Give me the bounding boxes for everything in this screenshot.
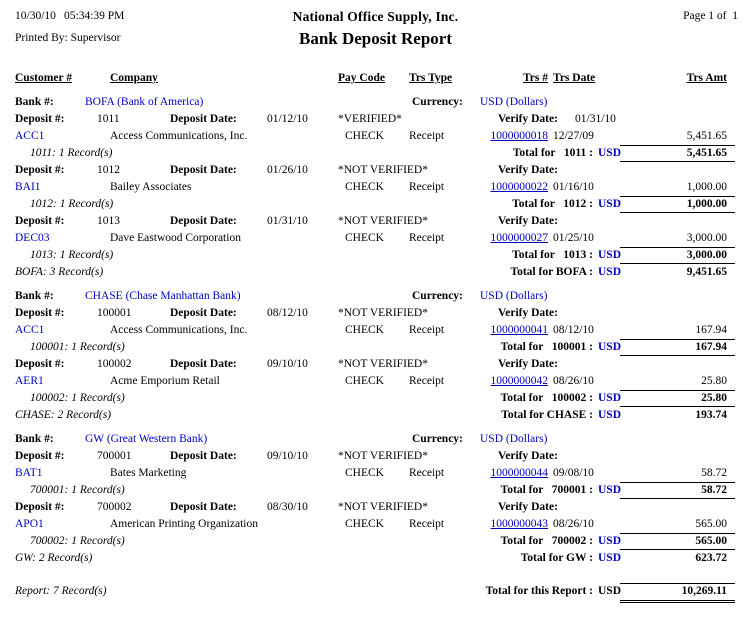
deposit-total-currency[interactable]: USD [598,392,622,404]
bank-total-row [0,550,751,567]
customer-code-link[interactable]: AER1 [15,375,44,387]
trs-date-cell: 09/08/10 [553,467,594,479]
bank-header-row [0,94,751,111]
currency-value[interactable]: USD (Dollars) [480,433,548,445]
deposit-total-row [0,533,751,550]
deposit-number: 100002 [97,358,132,370]
trs-amount-cell: 565.00 [695,518,727,530]
trs-type-cell: Receipt [409,324,445,336]
trs-number-link[interactable]: 1000000042 [490,375,548,387]
trs-date-cell: 08/26/10 [553,375,594,387]
transaction-row [0,128,751,145]
company-cell: American Printing Organization [110,518,258,530]
trs-type-cell: Receipt [409,375,445,387]
deposit-total-amount: 167.94 [620,339,735,356]
deposit-number-label: Deposit #: [15,215,65,227]
deposit-total-label: Total for 1013 : [512,249,593,261]
deposit-total-row [0,390,751,407]
column-header-row [0,70,751,87]
report-total-amount: 10,269.11 [620,583,735,603]
trs-type-cell: Receipt [409,130,445,142]
deposit-number-label: Deposit #: [15,164,65,176]
report-record-count: Report: 7 Record(s) [15,585,107,597]
trs-date-cell: 08/26/10 [553,518,594,530]
bank-number-label: Bank #: [15,96,54,108]
deposit-date-label: Deposit Date: [170,450,237,462]
currency-label: Currency: [412,96,463,108]
deposit-date-label: Deposit Date: [170,358,237,370]
trs-amount-cell: 167.94 [695,324,727,336]
report-footer-row [0,583,751,604]
trs-amount-cell: 25.80 [701,375,727,387]
verify-status: *VERIFIED* [338,113,402,125]
deposit-number-label: Deposit #: [15,501,65,513]
transaction-row [0,322,751,339]
deposit-total-label: Total for 100001 : [500,341,593,353]
verify-status: *NOT VERIFIED* [338,164,428,176]
verify-date: 01/31/10 [575,113,616,125]
col-company-header: Company [110,72,158,84]
trs-type-cell: Receipt [409,467,445,479]
trs-date-cell: 08/12/10 [553,324,594,336]
deposit-number: 700002 [97,501,132,513]
trs-amount-cell: 58.72 [701,467,727,479]
deposit-total-label: Total for 700001 : [500,484,593,496]
transaction-row [0,373,751,390]
deposit-total-row [0,247,751,264]
deposit-total-amount: 3,000.00 [620,247,735,264]
deposit-date: 09/10/10 [267,358,308,370]
deposit-total-amount: 5,451.65 [620,145,735,162]
trs-type-cell: Receipt [409,518,445,530]
company-name: National Office Supply, Inc. [292,9,459,24]
deposit-total-row [0,145,751,162]
printed-by: Printed By: Supervisor [15,32,121,44]
company-cell: Access Communications, Inc. [110,324,248,336]
deposit-date: 08/30/10 [267,501,308,513]
col-pay-code-header: Pay Code [338,72,385,84]
deposit-date-label: Deposit Date: [170,215,237,227]
deposit-date-label: Deposit Date: [170,307,237,319]
deposit-date-label: Deposit Date: [170,113,237,125]
deposit-number: 1011 [97,113,120,125]
company-cell: Bates Marketing [110,467,187,479]
trs-number-link[interactable]: 1000000043 [490,518,548,530]
bank-total-amount: 623.72 [695,552,727,564]
deposit-total-row [0,196,751,213]
page-header-line2 [0,30,751,56]
deposit-total-amount: 1,000.00 [620,196,735,213]
verify-date-label: Verify Date: [498,164,558,176]
customer-code-link[interactable]: APO1 [15,518,44,530]
deposit-date: 01/31/10 [267,215,308,227]
bank-total-currency[interactable]: USD [598,266,622,278]
deposit-total-label: Total for 100002 : [500,392,593,404]
customer-code-link[interactable]: DEC03 [15,232,50,244]
bank-header-row [0,431,751,448]
pay-code-cell: CHECK [345,467,384,479]
bank-name-link[interactable]: GW (Great Western Bank) [85,433,208,445]
trs-type-cell: Receipt [409,232,445,244]
deposit-header-row [0,111,751,128]
company-cell: Dave Eastwood Corporation [110,232,241,244]
deposit-number: 100001 [97,307,132,319]
deposit-record-count: 1012: 1 Record(s) [30,198,114,210]
bank-number-label: Bank #: [15,290,54,302]
pay-code-cell: CHECK [345,181,384,193]
col-trs-date-header: Trs Date [553,72,596,84]
trs-amount-cell: 3,000.00 [686,232,727,244]
print-date: 10/30/10 [15,10,56,22]
deposit-total-currency[interactable]: USD [598,535,622,547]
deposit-number-label: Deposit #: [15,450,65,462]
verify-date-label: Verify Date: [498,307,558,319]
deposit-total-label: Total for 1012 : [512,198,593,210]
deposit-number: 1013 [97,215,120,227]
transaction-row [0,179,751,196]
bank-total-label: Total for CHASE : [501,409,593,421]
deposit-total-row [0,482,751,499]
deposit-date: 01/12/10 [267,113,308,125]
bank-total-label: Total for GW : [520,552,593,564]
deposit-total-amount: 565.00 [620,533,735,550]
deposit-record-count: 1013: 1 Record(s) [30,249,114,261]
bank-name-link[interactable]: CHASE (Chase Manhattan Bank) [85,290,241,302]
deposit-total-currency[interactable]: USD [598,198,622,210]
deposit-header-row [0,162,751,179]
currency-label: Currency: [412,433,463,445]
trs-number-link[interactable]: 1000000018 [490,130,548,142]
bank-record-count: CHASE: 2 Record(s) [15,409,112,421]
trs-amount-cell: 5,451.65 [686,130,727,142]
deposit-date: 09/10/10 [267,450,308,462]
trs-date-cell: 01/25/10 [553,232,594,244]
pay-code-cell: CHECK [345,232,384,244]
company-cell: Access Communications, Inc. [110,130,248,142]
trs-number-link[interactable]: 1000000041 [490,324,548,336]
deposit-date: 08/12/10 [267,307,308,319]
deposit-record-count: 1011: 1 Record(s) [30,147,113,159]
deposit-record-count: 700001: 1 Record(s) [30,484,125,496]
pay-code-cell: CHECK [345,324,384,336]
deposit-date: 01/26/10 [267,164,308,176]
trs-number-link[interactable]: 1000000044 [490,467,548,479]
customer-code-link[interactable]: ACC1 [15,130,45,142]
bank-total-row [0,407,751,424]
verify-status: *NOT VERIFIED* [338,358,428,370]
trs-number-link[interactable]: 1000000022 [490,181,548,193]
deposit-header-row [0,499,751,516]
deposit-header-row [0,448,751,465]
transaction-row [0,465,751,482]
verify-date-label: Verify Date: [498,501,558,513]
col-trs-amt-header: Trs Amt [686,72,727,84]
bank-header-row [0,288,751,305]
col-trs-num-header: Trs # [522,72,548,84]
bank-total-label: Total for BOFA : [510,266,593,278]
currency-value[interactable]: USD (Dollars) [480,290,548,302]
deposit-number-label: Deposit #: [15,113,65,125]
deposit-number: 1012 [97,164,120,176]
deposit-total-amount: 58.72 [620,482,735,499]
deposit-record-count: 100002: 1 Record(s) [30,392,125,404]
verify-status: *NOT VERIFIED* [338,307,428,319]
col-customer-header: Customer # [15,72,72,84]
company-cell: Acme Emporium Retail [110,375,220,387]
deposit-header-row [0,305,751,322]
verify-date-label: Verify Date: [498,113,558,125]
page-header-line1 [0,8,751,30]
deposit-total-label: Total for 1011 : [512,147,593,159]
deposit-total-currency[interactable]: USD [598,147,622,159]
deposit-number-label: Deposit #: [15,307,65,319]
customer-code-link[interactable]: BAI1 [15,181,41,193]
trs-amount-cell: 1,000.00 [686,181,727,193]
bank-total-row [0,264,751,281]
bank-total-amount: 193.74 [695,409,727,421]
bank-total-currency[interactable]: USD [598,552,622,564]
bank-record-count: BOFA: 3 Record(s) [15,266,104,278]
verify-status: *NOT VERIFIED* [338,501,428,513]
bank-total-currency[interactable]: USD [598,409,622,421]
verify-date-label: Verify Date: [498,450,558,462]
pay-code-cell: CHECK [345,130,384,142]
deposit-date-label: Deposit Date: [170,164,237,176]
page-number: Page 1 of 1 [683,10,738,22]
bank-total-amount: 9,451.65 [686,266,727,278]
transaction-row [0,230,751,247]
deposit-total-currency[interactable]: USD [598,341,622,353]
trs-date-cell: 12/27/09 [553,130,594,142]
transaction-row [0,516,751,533]
bank-number-label: Bank #: [15,433,54,445]
pay-code-cell: CHECK [345,375,384,387]
deposit-date-label: Deposit Date: [170,501,237,513]
deposit-header-row [0,356,751,373]
deposit-number-label: Deposit #: [15,358,65,370]
report-title: Bank Deposit Report [298,29,452,48]
deposit-number: 700001 [97,450,132,462]
report-total-currency: USD [598,585,622,597]
report-total-label: Total for this Report : [485,585,593,597]
company-cell: Bailey Associates [110,181,192,193]
deposit-record-count: 100001: 1 Record(s) [30,341,125,353]
deposit-total-label: Total for 700002 : [500,535,593,547]
pay-code-cell: CHECK [345,518,384,530]
currency-label: Currency: [412,290,463,302]
report-body [0,94,751,567]
bank-record-count: GW: 2 Record(s) [15,552,93,564]
trs-number-link[interactable]: 1000000027 [490,232,548,244]
verify-status: *NOT VERIFIED* [338,450,428,462]
customer-code-link[interactable]: ACC1 [15,324,45,336]
bank-name-link[interactable]: BOFA (Bank of America) [85,96,204,108]
verify-date-label: Verify Date: [498,215,558,227]
verify-date-label: Verify Date: [498,358,558,370]
currency-value[interactable]: USD (Dollars) [480,96,548,108]
trs-date-cell: 01/16/10 [553,181,594,193]
deposit-total-amount: 25.80 [620,390,735,407]
verify-status: *NOT VERIFIED* [338,215,428,227]
col-trs-type-header: Trs Type [409,72,453,84]
print-time: 05:34:39 PM [64,10,125,22]
deposit-header-row [0,213,751,230]
deposit-total-currency[interactable]: USD [598,484,622,496]
deposit-total-row [0,339,751,356]
deposit-record-count: 700002: 1 Record(s) [30,535,125,547]
trs-type-cell: Receipt [409,181,445,193]
deposit-total-currency[interactable]: USD [598,249,622,261]
customer-code-link[interactable]: BAT1 [15,467,43,479]
